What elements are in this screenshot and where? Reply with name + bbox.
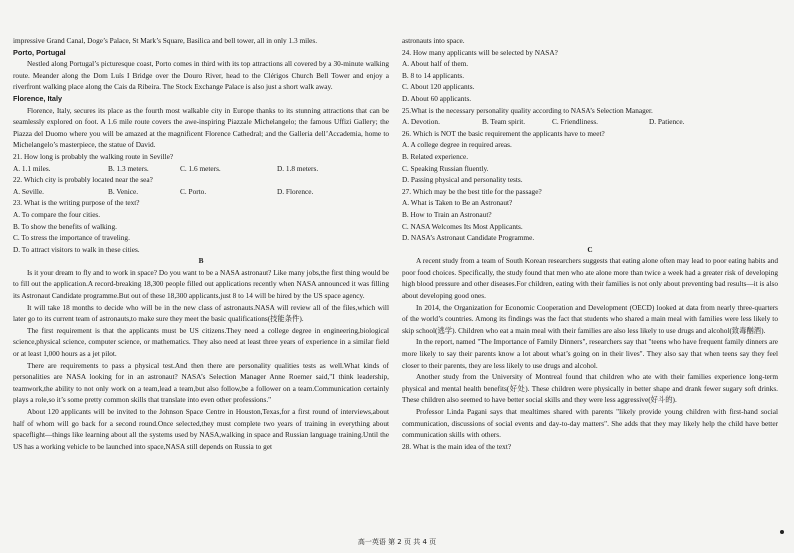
option-26-b: B. Related experience. [402,151,469,161]
florence-paragraph: Florence, Italy, secures its place as the fourth most walkable city in Europe thanks to its stunning attractions that can be seamlessly explored on foot. A 1.6 mile route covers the awe-inspiring Piazzale Michelangelo; the famous Uffizi Gallery; the Piazza del Duomo where you will be amazed at the magnificent Florence Cathedral; and the Galleria dell’Accademia, home to Michelangelo’s masterpiece, the statue of David. [13,105,389,150]
passage-b-paragraph-3: The first requirement is that the applicants must be US citizens.They need a college degree in engineering,biological science,physical science, computer science, or mathematics. They also need at least three years of experience in a similar field or at least 1,000 hours as a jet pilot. [13,325,389,359]
passage-c-paragraph-5: Professor Linda Pagani says that mealtimes shared with parents "likely provide young children with first-hand social communication, discussions of social events and day-to-day matters". She adds that they may likely help the child have better communication skills with others. [402,407,778,440]
section-c-heading: C [587,244,593,254]
option-25-a: A. Devotion. [402,117,440,127]
option-24-d: D. About 60 applicants. [402,93,472,103]
option-27-a: A. What is Taken to Be an Astronaut? [402,198,513,208]
option-22-d: D. Florence. [277,186,314,196]
question-23: 23. What is the writing purpose of the text? [13,198,140,208]
question-22: 22. Which city is probably located near the sea? [13,175,153,185]
option-23-b: B. To show the benefits of walking. [13,221,117,231]
porto-heading: Porto, Portugal [13,47,66,57]
porto-paragraph: Nestled along Portugal’s picturesque coast, Porto comes in third with its top attractions all covered by a 30-minute walking route. Meander along the Dom Luís I Bridge over the Douro River, head to the Clérigos Church Bell Tower and enjoy a riverfront walking place along the Cais da Ribeira. The Stock Exchange Palace is also just a short walk away. [13,59,389,92]
option-27-b: B. How to Train an Astronaut? [402,209,492,219]
section-b-heading: B [198,256,204,266]
question-25: 25.What is the necessary personality quality according to NASA’s Selection Manager. [402,105,653,115]
option-23-c: C. To stress the importance of traveling. [13,233,130,243]
passage-c-paragraph-2: In 2014, the Organization for Economic Cooperation and Development (OECD) looked at data from nearly three-quarters of the world’s countries. Among its findings was the fact that students who shared a main meal with families were less likely to skip school(逃学). Children who eat a main meal with their families are also less likely to use drugs and alcohol(致毒酗酒). [402,302,778,335]
question-27: 27. Which may be the best title for the passage? [402,186,542,196]
passage-b-paragraph-2: It will take 18 months to decide who will be in the new class of astronauts.NASA will review all of the files,which will later go to its current team of astronauts,to make sure they meet the basic qualifications(技能条件). [13,302,389,324]
option-24-b: B. 8 to 14 applicants. [402,70,465,80]
passage-b-paragraph-4: There are requirements to pass a physical test.And then there are personality qualities tests as well.What kinds of personalities are NASA looking for in an astronaut? NASA’s Selection Manager Anne Roemer said,"I think leadership, teamwork,the ability to not only work on a team,lead a team,but also follow,be a follower on a team.Communication certainly plays a role,so it’s some pretty common skills that translate into even other professions." [13,360,389,405]
left-column [13,35,389,452]
question-21: 21. How long is probably the walking route in Seville? [13,151,174,161]
passage-b-tail: astronauts into space. [402,36,465,45]
option-21-b: B. 1.3 meters. [108,163,149,173]
passage-b-paragraph-5: About 120 applicants will be invited to the Johnson Space Centre in Houston,Texas,for a first round of interviews,about half of whom will go back for a second round.Once selected,they must complete two years of training in everything about spaceflight—things like learning about all the systems used by NASA,walking in space and Russian language training.Until the US has a working vehicle to be launched into space,NASA still depends on Russia to get [13,407,389,451]
option-23-a: A. To compare the four cities. [13,209,101,219]
option-25-b: B. Team spirit. [482,117,526,127]
option-21-a: A. 1.1 miles. [13,163,51,173]
option-26-d: D. Passing physical and personality tests. [402,175,523,185]
passage-c-paragraph-4: Another study from the University of Montreal found that children who ate with their families experience long-term physical and mental health benefits(好处). These children were physically in better shape and drank fewer sugary soft drinks. These children also seemed to have better social skills and they were less aggressive(好斗的). [402,372,778,405]
option-25-d: D. Patience. [649,117,685,127]
question-28: 28. What is the main idea of the text? [402,441,512,451]
option-22-b: B. Venice. [108,186,139,196]
intro-tail: impressive Grand Canal, Doge’s Palace, St Mark’s Square, Basilica and bell tower, all in only 1.3 miles. [13,36,318,45]
question-25-options [402,116,778,128]
passage-c-paragraph-3: In the report, named "The Importance of Family Dinners", researchers say that "teens who have frequent family dinners are more likely to say their parents know a lot about what’s going on in their lives". They also say that when teens say they feel closer to their parents, they are less likely to use drugs and alcohol. [402,337,778,370]
option-21-c: C. 1.6 meters. [180,163,221,173]
passage-b-paragraph-1: Is it your dream to fly and to work in space? Do you want to be a NASA astronaut? Like many jobs,the first thing would be to fill out the application.A record-breaking 18,300 people filled out applications recently when NASA announced it was filling its Astronaut Candidate programme.But out of these 18,300 applicants,just 8 to 14 will be hired by the US space agency. [13,267,389,301]
option-24-c: C. About 120 applicants. [402,82,475,92]
question-26: 26. Which is NOT the basic requirement the applicants have to meet? [402,128,605,138]
page-footer: 高一英语 第 2 页 共 4 页 [357,538,437,546]
option-26-a: A. A college degree in required areas. [402,140,512,150]
option-21-d: D. 1.8 meters. [277,163,319,173]
question-24: 24. How many applicants will be selected by NASA? [402,47,558,57]
question-21-options [13,163,389,175]
corner-mark [780,530,784,534]
option-27-d: D. NASA’s Astronaut Candidate Programme. [402,233,535,243]
florence-heading: Florence, Italy [13,93,63,103]
right-column [402,35,778,452]
option-22-c: C. Porto. [180,186,207,196]
option-25-c: C. Friendliness. [552,117,599,127]
option-24-a: A. About half of them. [402,59,469,69]
option-27-c: C. NASA Welcomes Its Most Applicants. [402,221,523,231]
option-22-a: A. Seville. [13,186,45,196]
passage-c-paragraph-1: A recent study from a team of South Korean researchers suggests that eating alone often may lead to poor eating habits and poor food choices. Specifically, the study found that men who ate alone more than twice a week had a greater risk of developing high blood pressure and other diseases.For children, eating with their families is not only about preventing bad results—it is also about developing good ones. [402,256,778,301]
option-26-c: C. Speaking Russian fluently. [402,163,489,173]
option-23-d: D. To attract visitors to walk in these cities. [13,244,140,254]
question-22-options [13,186,389,198]
